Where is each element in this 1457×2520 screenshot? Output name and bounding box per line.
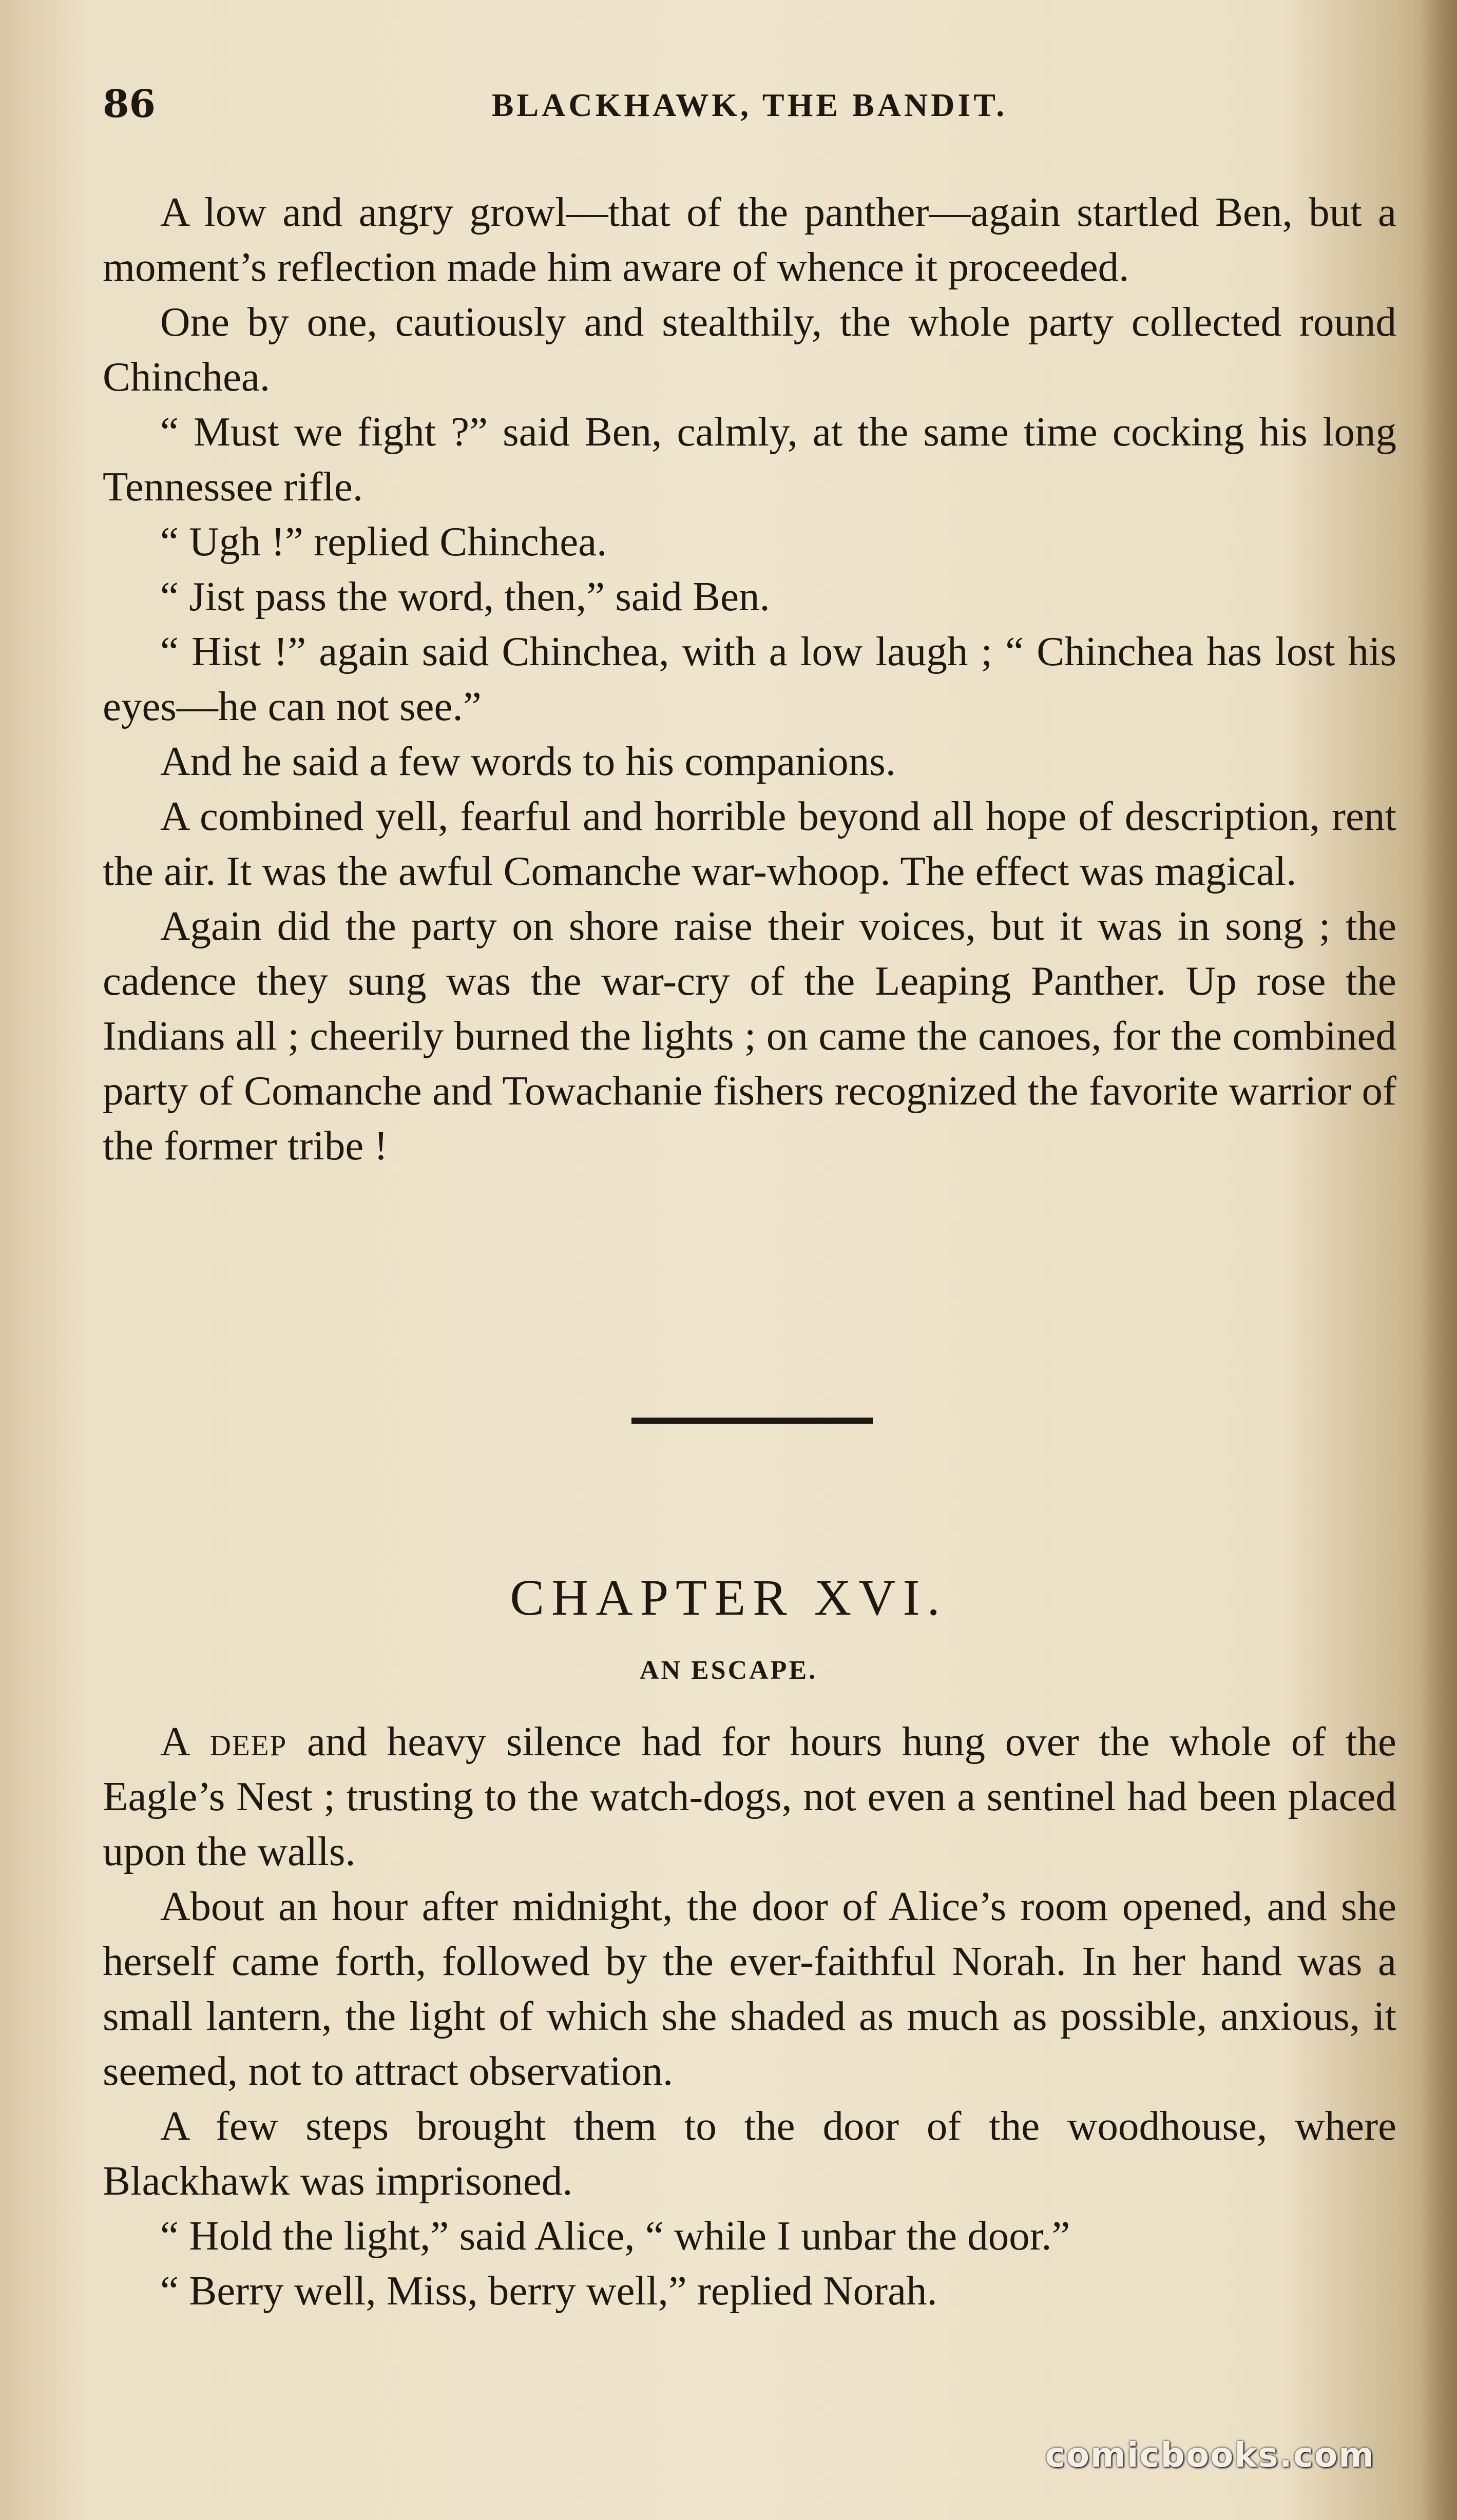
paragraph: “ Jist pass the word, then,” said Ben.	[160, 573, 770, 619]
paragraph: And he said a few words to his companions.	[160, 738, 896, 784]
opening-paragraph	[103, 1714, 1396, 1879]
paragraph: A low and angry growl—that of the panther—again startled Ben, but a moment’s reflection made him aware of whence it proceeded.	[103, 189, 1396, 290]
text-section-2	[103, 1714, 1396, 2318]
running-head: BLACKHAWK, THE BANDIT.	[491, 87, 1008, 123]
opening-paragraph-text: and heavy silence had for hours hung over the whole of the Eagle’s Nest ; trusting to the watch-dogs, not even a sentinel had been placed upon the walls.	[103, 1718, 1396, 1874]
paragraph: A few steps brought them to the door of the woodhouse, where Blackhawk was imprisoned.	[103, 2103, 1396, 2204]
paragraph: A combined yell, fearful and horrible beyond all hope of description, rent the air. It was the awful Comanche war-whoop. The effect was magical.	[103, 793, 1396, 894]
chapter-divider-rule	[631, 1418, 873, 1424]
chapter-heading: CHAPTER XVI.	[510, 1569, 947, 1626]
paragraph: About an hour after midnight, the door of Alice’s room opened, and she herself came forth, followed by the ever-faithful Norah. In her hand was a small lantern, the light of which she shaded as much as possible, anxious, it seemed, not to attract observation.	[103, 1883, 1396, 2094]
page-header	[103, 77, 1396, 139]
paragraph: One by one, cautiously and stealthily, the whole party collected round Chinchea.	[103, 299, 1396, 400]
paragraph: “ Hist !” again said Chinchea, with a low laugh ; “ Chinchea has lost his eyes—he can not see.”	[103, 628, 1396, 729]
page-number: 86	[103, 82, 156, 126]
paragraph: “ Berry well, Miss, berry well,” replied Norah.	[160, 2267, 937, 2314]
chapter-subtitle: AN ESCAPE.	[639, 1656, 818, 1685]
paragraph: “ Ugh !” replied Chinchea.	[160, 518, 607, 565]
site-watermark: comicbooks.com	[1045, 2435, 1375, 2475]
opening-words: A deep	[160, 1718, 287, 1765]
text-section-1	[103, 185, 1396, 1173]
paragraph: “ Must we fight ?” said Ben, calmly, at the same time cocking his long Tennessee rifle.	[103, 409, 1396, 510]
page-edge-shadow	[1421, 0, 1457, 2520]
paragraph: “ Hold the light,” said Alice, “ while I unbar the door.”	[160, 2213, 1070, 2259]
paragraph: Again did the party on shore raise their voices, but it was in song ; the cadence they sung was the war-cry of the Leaping Panther. Up rose the Indians all ; cheerily burned the lights ; on came the canoes, for the combined party of Comanche and Towachanie fishers recognized the favorite warrior of the former tribe !	[103, 903, 1396, 1169]
